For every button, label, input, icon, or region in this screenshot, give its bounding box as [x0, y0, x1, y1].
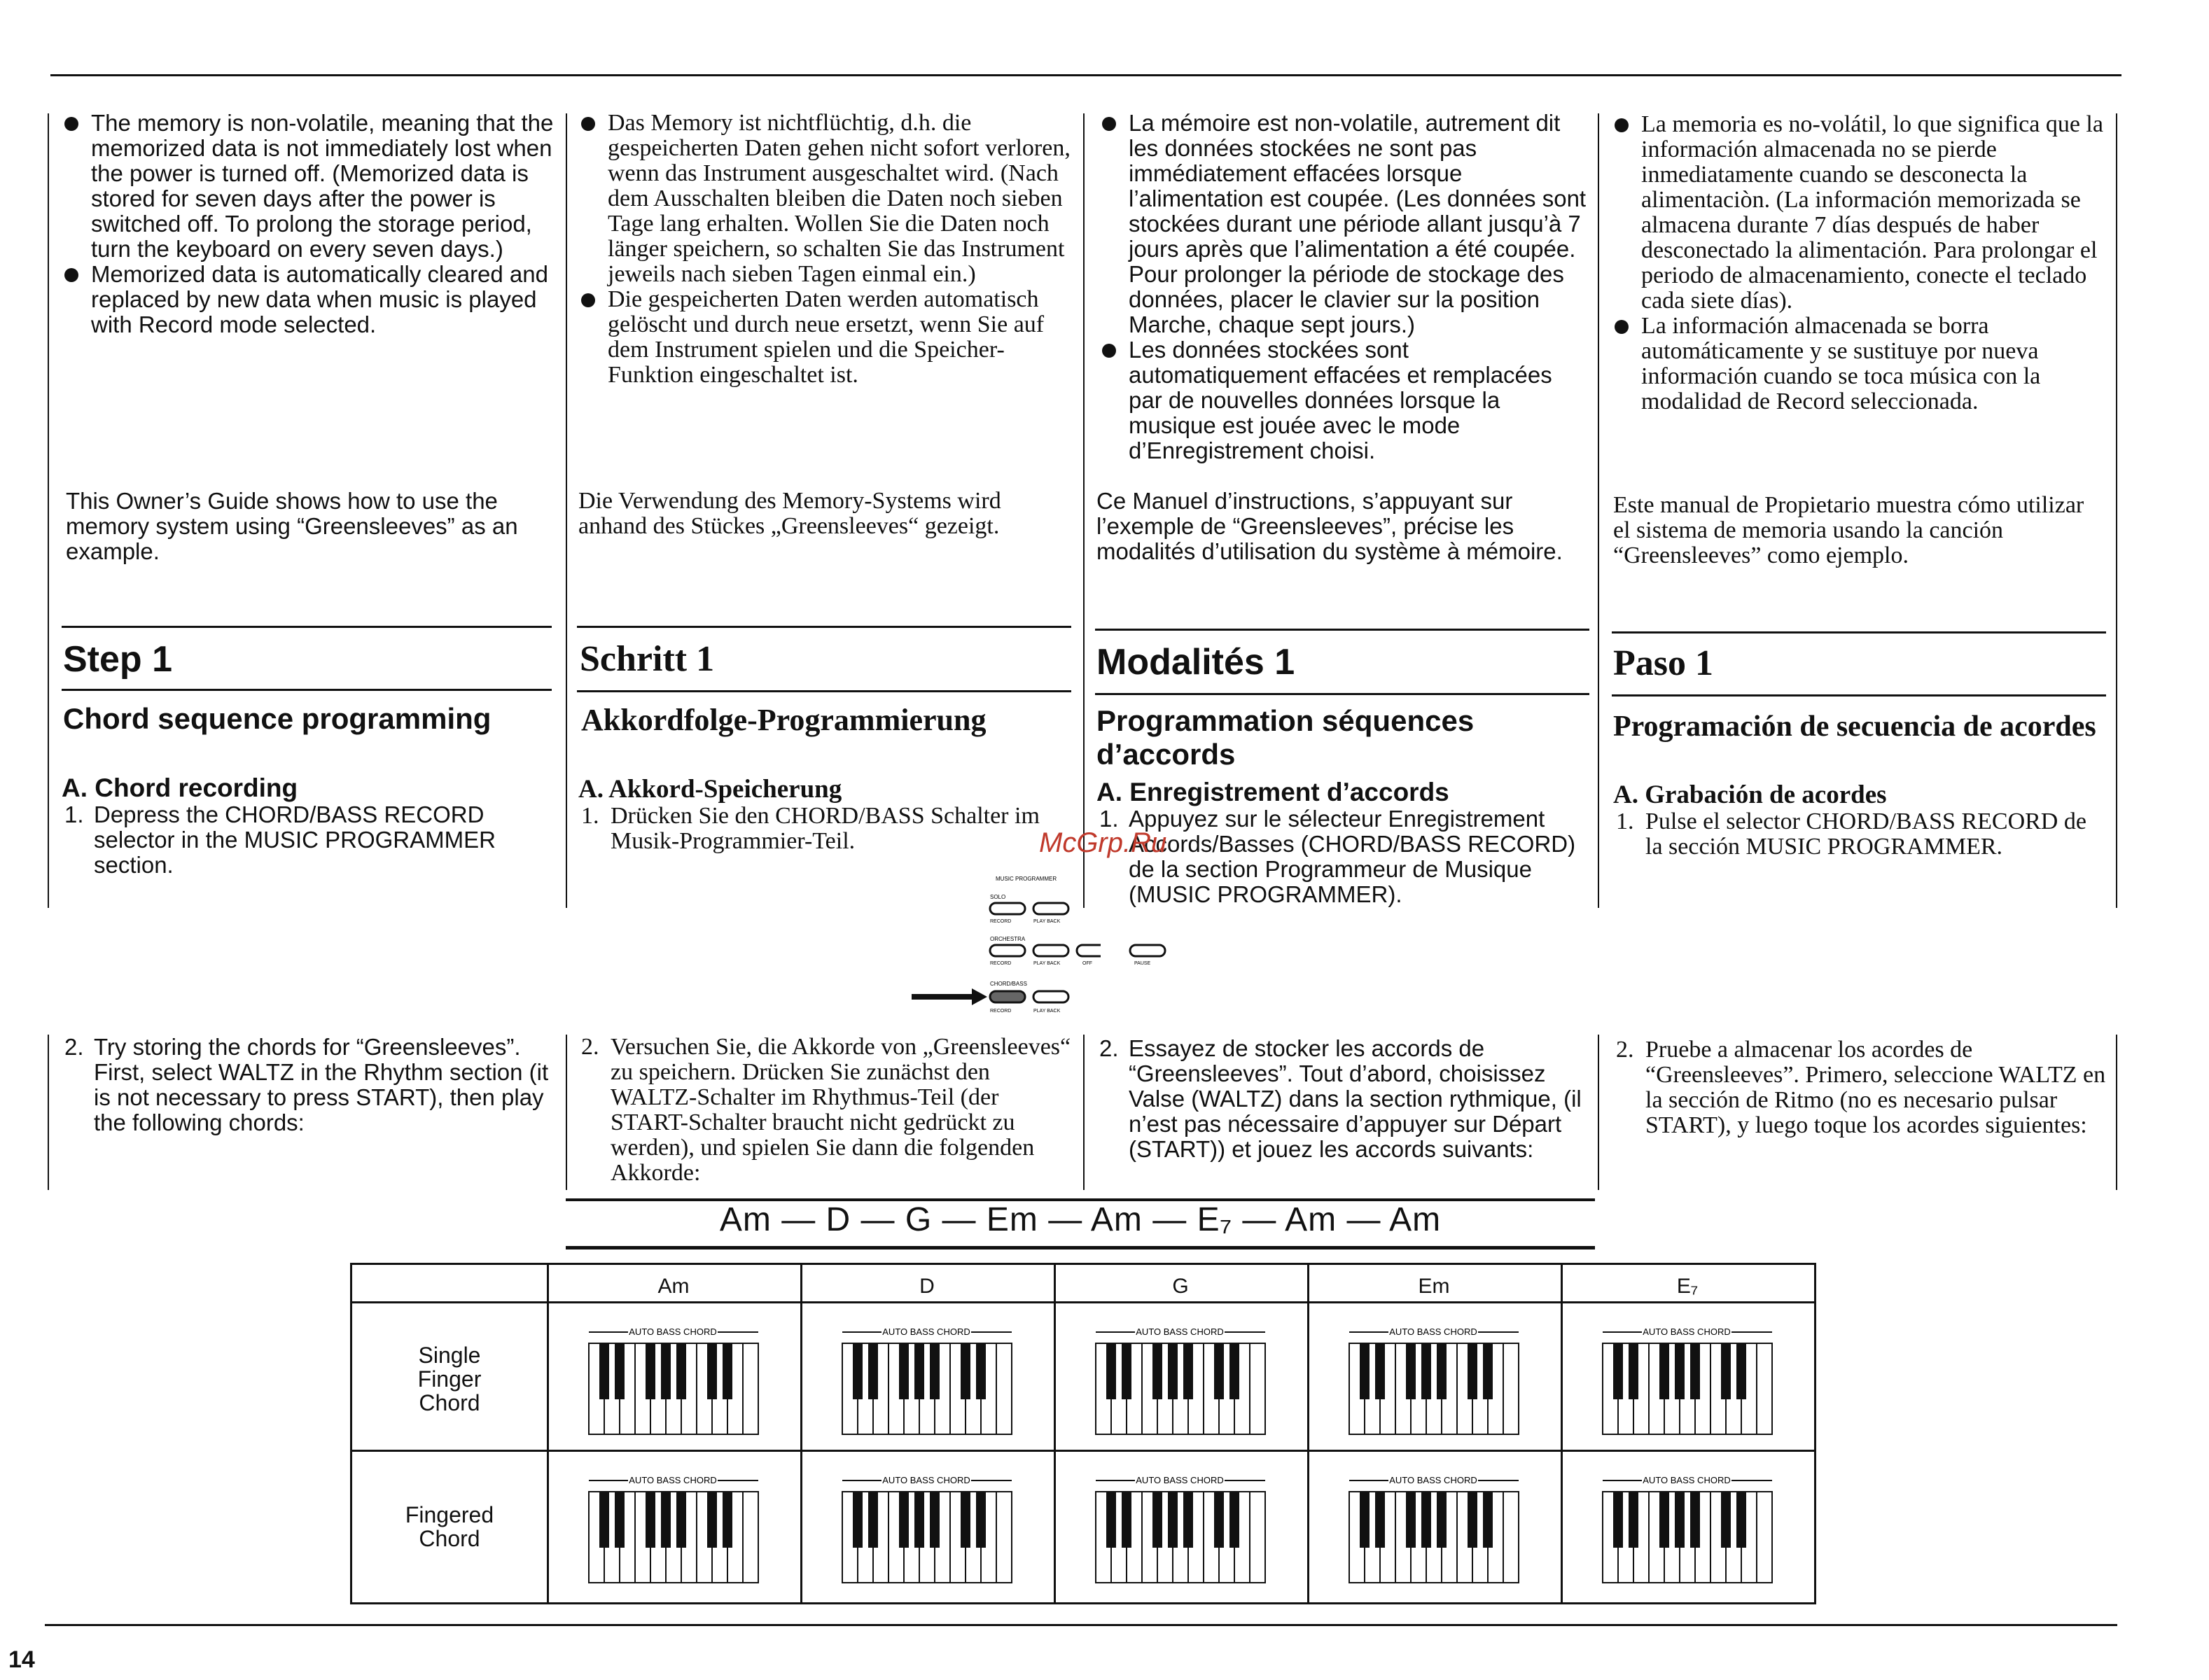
black-key [1421, 1492, 1431, 1548]
step-rule [577, 626, 1071, 628]
numbered-item: 2. Try storing the chords for “Greensleeves”. First, select WALTZ in the Rhythm section (it is not necessary to press START), then play the following chords: [64, 1034, 549, 1135]
column-divider [48, 113, 49, 908]
black-key [930, 1343, 940, 1399]
section-subtitle: Akkordfolge-Programmierung [581, 703, 987, 737]
keyboard-label: AUTO BASS CHORD [629, 1326, 717, 1337]
black-key [646, 1343, 655, 1399]
black-key [707, 1343, 717, 1399]
black-key [1122, 1343, 1131, 1399]
black-key [1721, 1492, 1731, 1548]
bullet-item: The memory is non-volatile, meaning that the memorized data is not immediately lost when the power is turned off. (Memorized data is stored for seven days after the power is switched off. To prolong the storage period, turn the keyboard on every seven days.) [60, 111, 559, 262]
black-key [1406, 1343, 1416, 1399]
white-key [996, 1343, 1012, 1434]
english-step-2 [62, 1035, 560, 1135]
chord-table [350, 1263, 1816, 1604]
subsection-title: A. Akkord-Speicherung [578, 775, 842, 804]
sequence-rule [566, 1246, 1595, 1250]
step-rule [577, 690, 1071, 692]
black-key [1122, 1492, 1131, 1548]
black-key [899, 1343, 909, 1399]
bullet-item: Das Memory ist nichtflüchtig, d.h. die gespeicherten Daten gehen nicht sofort verloren, wenn das Instrument ausgeschaltet wird. (Nach dem Ausschalten bleiben die Daten noch sieben Tage lang erhalten. Wollen Sie die Daten noch länger speichern, so schalten Sie das Instrument jeweils nach sieben Tagen einmal ein.) [577, 111, 1071, 287]
keyboard-diagram [1600, 1471, 1775, 1590]
black-key [1483, 1343, 1493, 1399]
black-key [1659, 1343, 1669, 1399]
table-col-divider [1054, 1265, 1056, 1602]
orchestra-playback-button [1033, 945, 1068, 956]
black-key [707, 1492, 717, 1548]
white-key [1503, 1492, 1519, 1583]
row-label-single-finger: Single Finger Chord [417, 1343, 482, 1415]
white-key [1250, 1492, 1265, 1583]
black-key [615, 1492, 625, 1548]
black-key [1229, 1343, 1239, 1399]
subsection-title: A. Enregistrement d’accords [1096, 778, 1449, 806]
keyboard-label: AUTO BASS CHORD [1389, 1475, 1477, 1485]
column-divider [1598, 113, 1599, 908]
panel-orchestra-label: ORCHESTRA [990, 936, 1026, 942]
top-rule [50, 74, 2121, 76]
black-key [1229, 1492, 1239, 1548]
white-key [743, 1492, 758, 1583]
panel-chord-bass-label: CHORD/BASS [990, 981, 1027, 987]
black-key [1437, 1343, 1447, 1399]
table-col-divider [800, 1265, 802, 1602]
black-key [1106, 1343, 1116, 1399]
english-bullets [60, 111, 559, 337]
black-key [1152, 1343, 1162, 1399]
french-steps [1096, 778, 1595, 907]
black-key [1152, 1492, 1162, 1548]
column-divider [566, 113, 567, 908]
step-rule [1612, 631, 2106, 634]
column-divider [48, 1035, 49, 1190]
music-programmer-panel [912, 875, 1101, 1022]
black-key [976, 1343, 986, 1399]
table-col-divider [1307, 1265, 1309, 1602]
table-col-divider [547, 1265, 549, 1602]
keyboard-diagram [586, 1322, 761, 1441]
black-key [1375, 1492, 1385, 1548]
column-divider [2116, 1035, 2117, 1190]
table-row-divider [352, 1301, 1814, 1303]
black-key [1214, 1343, 1224, 1399]
step-rule [1095, 629, 1589, 631]
spanish-bullets [1610, 112, 2106, 414]
spanish-intro: Este manual de Propietario muestra cómo utilizar el sistema de memoria usando la canción “Greensleeves” como ejemplo. [1613, 492, 2084, 568]
keyboard-label: AUTO BASS CHORD [882, 1475, 970, 1485]
chord-bass-record-button [990, 991, 1025, 1002]
column-divider [1598, 1035, 1599, 1190]
section-subtitle: Programación de secuencia de acordes [1613, 710, 2096, 743]
bullet-item: Memorized data is automatically cleared and replaced by new data when music is played with Record mode selected. [60, 262, 559, 337]
keyboard-diagram [1600, 1322, 1775, 1441]
svg-text:PLAY BACK: PLAY BACK [1033, 1009, 1061, 1014]
black-key [853, 1343, 863, 1399]
keyboard-diagram [586, 1471, 761, 1590]
svg-text:PLAY BACK: PLAY BACK [1033, 961, 1061, 966]
pause-button-group [1129, 939, 1173, 974]
step-title: Schritt 1 [580, 639, 715, 679]
black-key [1375, 1343, 1385, 1399]
arrow-icon [912, 988, 987, 1005]
german-steps [578, 776, 1073, 854]
keyboard-diagram [839, 1322, 1015, 1441]
black-key [1437, 1492, 1447, 1548]
panel-title: MUSIC PROGRAMMER [996, 876, 1057, 882]
bullet-item: La mémoire est non-volatile, autrement dit les données stockées ne sont pas immédiatement effacées lorsque l’alimentation est coupée. (Les données sont stockées durant une période allant jusqu’à 7 jours après que l’alimentation a été coupée. Pour prolonger la période de stockage des données, placer le clavier sur la position Marche, chaque sept jours.) [1098, 111, 1591, 337]
black-key [1183, 1343, 1193, 1399]
keyboard-label: AUTO BASS CHORD [629, 1475, 717, 1485]
numbered-item: 2. Essayez de stocker les accords de “Greensleeves”. Tout d’abord, choisissez Valse (WALTZ) dans la section rythmique, (il n’est pas nécessaire d’appuyer sur Départ (START)) et jouez les accords suivants: [1099, 1035, 1582, 1162]
svg-text:PAUSE: PAUSE [1134, 961, 1151, 966]
step-title: Modalités 1 [1096, 642, 1295, 682]
step-rule [1612, 694, 2106, 696]
svg-text:PLAY BACK: PLAY BACK [1033, 919, 1061, 924]
black-key [1629, 1492, 1638, 1548]
subsection-title: A. Grabación de acordes [1613, 780, 1887, 809]
section-subtitle: Chord sequence programming [63, 702, 492, 735]
english-intro: This Owner’s Guide shows how to use the memory system using “Greensleeves” as an example. [66, 488, 518, 564]
black-key [961, 1343, 970, 1399]
black-key [1675, 1343, 1685, 1399]
black-key [676, 1343, 686, 1399]
black-key [1214, 1492, 1224, 1548]
numbered-item: 2. Pruebe a almacenar los acordes de “Greensleeves”. Primero, seleccione WALTZ en la sección de Ritmo (no es necesario pulsar START), y luego toque los acordes siguientes: [1616, 1037, 2106, 1138]
black-key [1736, 1492, 1746, 1548]
watermark: McGrp.Ru [1039, 827, 1167, 858]
page-number: 14 [8, 1646, 35, 1673]
black-key [1106, 1492, 1116, 1548]
black-key [868, 1492, 878, 1548]
black-key [1360, 1343, 1370, 1399]
german-intro: Die Verwendung des Memory-Systems wird anhand des Stückes „Greensleeves“ gezeigt. [578, 488, 1001, 539]
keyboard-diagram [1093, 1322, 1268, 1441]
step-title: Paso 1 [1613, 643, 1713, 683]
column-divider [1083, 1035, 1085, 1190]
orchestra-record-button [990, 945, 1025, 956]
chord-header: G [1172, 1275, 1189, 1298]
black-key [1690, 1343, 1700, 1399]
black-key [899, 1492, 909, 1548]
panel-solo-label: SOLO [990, 894, 1006, 900]
bullet-item: Les données stockées sont automatiquement effacées et remplacées par de nouvelles données lorsque la musique est jouée avec le mode d’Enregistrement choisi. [1098, 337, 1591, 463]
white-key [996, 1492, 1012, 1583]
black-key [1721, 1343, 1731, 1399]
solo-record-button [990, 903, 1025, 914]
column-divider [1083, 113, 1085, 908]
black-key [868, 1343, 878, 1399]
black-key [961, 1492, 970, 1548]
keyboard-label: AUTO BASS CHORD [1136, 1475, 1224, 1485]
black-key [930, 1492, 940, 1548]
black-key [1629, 1343, 1638, 1399]
step-rule [1095, 693, 1589, 695]
table-col-divider [1561, 1265, 1563, 1602]
step-rule [62, 626, 552, 628]
black-key [1468, 1343, 1477, 1399]
step-title: Step 1 [63, 639, 173, 680]
black-key [646, 1492, 655, 1548]
black-key [599, 1343, 609, 1399]
black-key [1736, 1343, 1746, 1399]
numbered-item: 1. Pulse el selector CHORD/BASS RECORD de la sección MUSIC PROGRAMMER. [1616, 808, 2086, 860]
black-key [676, 1492, 686, 1548]
white-key [1757, 1343, 1772, 1434]
black-key [723, 1343, 732, 1399]
spanish-step-2 [1613, 1037, 2107, 1138]
keyboard-diagram [1093, 1471, 1268, 1590]
black-key [976, 1492, 986, 1548]
subsection-title: A. Chord recording [62, 774, 298, 802]
chord-header: Em [1418, 1275, 1450, 1298]
svg-text:RECORD: RECORD [990, 919, 1012, 924]
off-button [1077, 945, 1101, 956]
row-label-fingered: Fingered Chord [405, 1502, 494, 1551]
bullet-item: La memoria es no-volátil, lo que significa que la información almacenada no se pierde inmediatamente cuando se desconecta la alimentaciòn. (La información memorizada se almacena durante 7 días después de haber desconectado la alimentación. Para prolongar el periodo de almacenamiento, conecte el teclado cada siete días). [1610, 112, 2106, 314]
keyboard-label: AUTO BASS CHORD [1136, 1326, 1224, 1337]
keyboard-label: AUTO BASS CHORD [1389, 1326, 1477, 1337]
black-key [599, 1492, 609, 1548]
bullet-item: Die gespeicherten Daten werden automatisch gelöscht und durch neue ersetzt, wenn Sie auf dem Instrument spielen und die Speicher-Funktion eingeschaltet ist. [577, 287, 1071, 388]
black-key [1613, 1492, 1623, 1548]
svg-text:OFF: OFF [1082, 961, 1092, 966]
black-key [1613, 1343, 1623, 1399]
pause-button [1130, 945, 1165, 956]
svg-text:RECORD: RECORD [990, 961, 1012, 966]
chord-bass-playback-button [1033, 991, 1068, 1002]
black-key [914, 1343, 924, 1399]
black-key [1183, 1492, 1193, 1548]
french-step-2 [1096, 1036, 1595, 1162]
bullet-item: La información almacenada se borra automáticamente y se sustituye por nueva información cuando se toca música con la modalidad de Record seleccionada. [1610, 314, 2106, 414]
numbered-item: 1. Drücken Sie den CHORD/BASS Schalter im Musik-Programmier-Teil. [581, 803, 1040, 854]
english-steps [62, 774, 560, 878]
black-key [723, 1492, 732, 1548]
black-key [1483, 1492, 1493, 1548]
table-row-divider [352, 1450, 1814, 1452]
german-step-2 [578, 1035, 1073, 1186]
keyboard-label: AUTO BASS CHORD [1643, 1475, 1731, 1485]
black-key [615, 1343, 625, 1399]
keyboard-diagram [839, 1471, 1015, 1590]
black-key [661, 1492, 671, 1548]
step-rule [62, 689, 552, 691]
chord-header: E₇ [1676, 1275, 1699, 1298]
french-intro: Ce Manuel d’instructions, s’appuyant sur l’exemple de “Greensleeves”, précise les modalités d’utilisation du système à mémoire. [1096, 488, 1563, 564]
white-key [1503, 1343, 1519, 1434]
section-subtitle: Programmation séquences d’accords [1096, 704, 1475, 771]
black-key [1468, 1492, 1477, 1548]
keyboard-label: AUTO BASS CHORD [882, 1326, 970, 1337]
chord-sequence: Am — D — G — Em — Am — E₇ — Am — Am [719, 1201, 1442, 1238]
bottom-rule [45, 1624, 2117, 1626]
numbered-item: 1. Depress the CHORD/BASS RECORD selector in the MUSIC PROGRAMMER section. [64, 802, 496, 878]
white-key [743, 1343, 758, 1434]
white-key [1757, 1492, 1772, 1583]
black-key [853, 1492, 863, 1548]
keyboard-diagram [1346, 1322, 1521, 1441]
numbered-item: 1. Appuyez sur le sélecteur Enregistrement Accords/Basses (CHORD/BASS RECORD) de la section Programmeur de Musique (MUSIC PROGRAMMER). [1099, 806, 1576, 907]
solo-playback-button [1033, 903, 1068, 914]
chord-header: Am [657, 1275, 690, 1298]
black-key [1690, 1492, 1700, 1548]
spanish-steps [1613, 781, 2107, 860]
black-key [1421, 1343, 1431, 1399]
french-bullets [1098, 111, 1591, 463]
black-key [661, 1343, 671, 1399]
column-divider [2116, 113, 2117, 908]
black-key [1406, 1492, 1416, 1548]
column-divider [566, 1035, 567, 1190]
black-key [1659, 1492, 1669, 1548]
black-key [1168, 1492, 1178, 1548]
keyboard-label: AUTO BASS CHORD [1643, 1326, 1731, 1337]
black-key [914, 1492, 924, 1548]
black-key [1360, 1492, 1370, 1548]
svg-text:RECORD: RECORD [990, 1009, 1012, 1014]
german-bullets [577, 111, 1071, 388]
chord-header: D [919, 1275, 935, 1298]
white-key [1250, 1343, 1265, 1434]
keyboard-diagram [1346, 1471, 1521, 1590]
numbered-item: 2. Versuchen Sie, die Akkorde von „Greensleeves“ zu speichern. Drücken Sie zunächst den WALTZ-Schalter im Rhythmus-Teil (der START-Schalter braucht nicht gedrückt zu werden), und spielen Sie dann die folgenden Akkorde: [581, 1034, 1071, 1186]
black-key [1675, 1492, 1685, 1548]
black-key [1168, 1343, 1178, 1399]
